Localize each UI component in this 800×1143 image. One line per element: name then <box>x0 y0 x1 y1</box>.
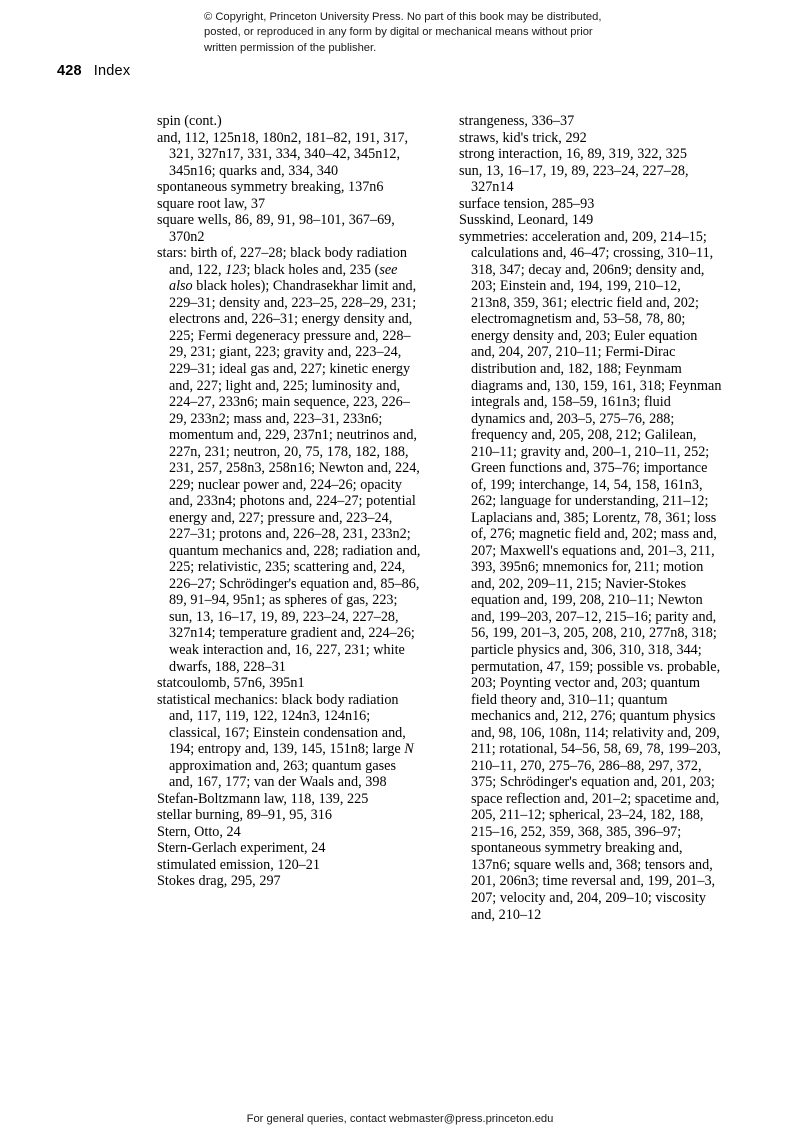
index-entry: Susskind, Leonard, 149 <box>459 212 594 229</box>
index-entry: sun, 13, 16–17, 19, 89, 223–24, 227–28, 327n14 <box>459 162 689 196</box>
page-header <box>57 63 130 79</box>
index-entry: strong interaction, 16, 89, 319, 322, 325 <box>459 146 687 163</box>
index-entry: Stefan-Boltzmann law, 118, 139, 225 <box>157 790 369 807</box>
index-entry: stimulated emission, 120–21 <box>157 856 320 873</box>
index-entry: statcoulomb, 57n6, 395n1 <box>157 675 305 692</box>
index-entry: surface tension, 285–93 <box>459 195 595 212</box>
index-entry: stellar burning, 89–91, 95, 316 <box>157 807 332 824</box>
index-entry: Stern-Gerlach experiment, 24 <box>157 840 326 857</box>
index-entry: Stokes drag, 295, 297 <box>157 873 281 890</box>
index-entry: strangeness, 336–37 <box>459 113 575 129</box>
index-columns <box>157 113 723 923</box>
italic-text: N <box>404 741 414 758</box>
index-column-right <box>459 113 723 923</box>
page-number: 428 <box>57 63 82 79</box>
index-entry: and, 112, 125n18, 180n2, 181–82, 191, 317, 321, 327n17, 331, 334, 340–42, 345n12, 345n16; quarks and, 334, 340 <box>157 129 409 179</box>
index-entry: straws, kid's trick, 292 <box>459 129 587 146</box>
italic-text: see also <box>169 261 398 295</box>
index-entry: square wells, 86, 89, 91, 98–101, 367–69, 370n2 <box>157 212 395 245</box>
index-entry: spontaneous symmetry breaking, 137n6 <box>157 179 384 196</box>
page-title: Index <box>93 63 131 79</box>
index-entry: spin (cont.) <box>157 113 222 129</box>
index-entry-stars: stars: birth of, 227–28; black body radiation and, 122, 123; black holes and, 235 (see also black holes); Chandrasekhar limit and, 229–31; density and, 223–25, 228–29, 231; electrons and, 226–31; energy density and, 225; Fermi degeneracy pressure and, 228–29, 231; giant, 223; gravity and, 223–24, 229–31; ideal gas and, 227; kinetic energy and, 227; light and, 225; luminosity and, 224–27, 233n6; main sequence, 223, 226–29, 233n2; mass and, 223–31, 233n6; momentum and, 229, 237n1; neutrinos and, 227n, 231; neutron, 20, 75, 178, 182, 188, 231, 257, 258n3, 258n16; Newton and, 224, 229; nuclear power and, 224–26; opacity and, 233n4; photons and, 224–27; potential energy and, 227; pressure and, 223–24, 227–31; protons and, 226–28, 231, 233n2; quantum mechanics and, 228; radiation and, 225; relativistic, 235; scattering and, 224, 226–27; Schrödinger's equation and, 85–86, 89, 91–94, 95n1; as spheres of gas, 223; sun, 13, 16–17, 19, 89, 223–24, 227–28, 327n14; temperature gradient and, 224–26; weak interaction and, 16, 227, 231; white dwarfs, 188, 228–31 <box>157 245 421 675</box>
index-entry: square root law, 37 <box>157 195 266 212</box>
copyright-notice: © Copyright, Princeton University Press. No part of this book may be distributed, posted, or reproduced in any form by digital or mechanical means without prior written permission of the publisher. <box>204 11 602 54</box>
page-footer: For general queries, contact webmaster@press.princeton.edu <box>246 1113 554 1125</box>
index-entry-symmetries: symmetries: acceleration and, 209, 214–15; calculations and, 46–47; crossing, 310–11, 318, 347; decay and, 206n9; density and, 203; Einstein and, 194, 199, 210–12, 213n8, 359, 361; electric field and, 202; electromagnetism and, 53–58, 78, 80; energy density and, 203; Euler equation and, 204, 207, 210–11; Fermi-Dirac distribution and, 182, 188; Feynmam diagrams and, 130, 159, 161, 318; Feynman integrals and, 158–59, 161n3; fluid dynamics and, 203–5, 275–76, 288; frequency and, 205, 208, 212; Galilean, 210–11; gravity and, 200–1, 210–11, 252; Green functions and, 375–76; importance of, 199; interchange, 14, 54, 158, 161n3, 262; language for understanding, 211–12; Laplacians and, 385; Lorentz, 78, 361; loss of, 276; magnetic field and, 202; mass and, 207; Maxwell's equations and, 201–3, 211, 393, 395n6; mnemonics for, 211; motion and, 202, 209–11, 215; Navier-Stokes equation and, 199, 208, 210–11; Newton and, 199–203, 207–12, 215–16; parity and, 56, 199, 201–3, 205, 208, 210, 277n8, 318; particle physics and, 306, 310, 318, 344; permutation, 47, 159; possible vs. probable, 203; Poynting vector and, 203; quantum field theory and, 310–11; quantum mechanics and, 212, 276; quantum physics and, 98, 106, 108n, 114; relativity and, 209, 211; rotational, 54–56, 58, 69, 78, 199–203, 210–11, 270, 275–76, 286–88, 297, 372, 375; Schrödinger's equation and, 201, 203; space reflection and, 201–2; spacetime and, 205, 211–12; spherical, 23–24, 182, 188, 215–16, 252, 359, 368, 385, 396–97; spontaneous symmetry breaking and, 137n6; square wells and, 368; tensors and, 201, 206n3; time reversal and, 199, 201–3, 207; velocity and, 204, 209–10; viscosity and, 210–12 <box>459 228 722 923</box>
index-column-left <box>157 113 421 923</box>
index-entry: Stern, Otto, 24 <box>157 823 241 840</box>
index-entry-statistical-mechanics: statistical mechanics: black body radiation and, 117, 119, 122, 124n3, 124n16; classical, 167; Einstein condensation and, 194; entropy and, 139, 145, 151n8; large N approximation and, 263; quantum gases and, 167, 177; van der Waals and, 398 <box>157 691 414 791</box>
italic-text: 123 <box>225 261 247 278</box>
